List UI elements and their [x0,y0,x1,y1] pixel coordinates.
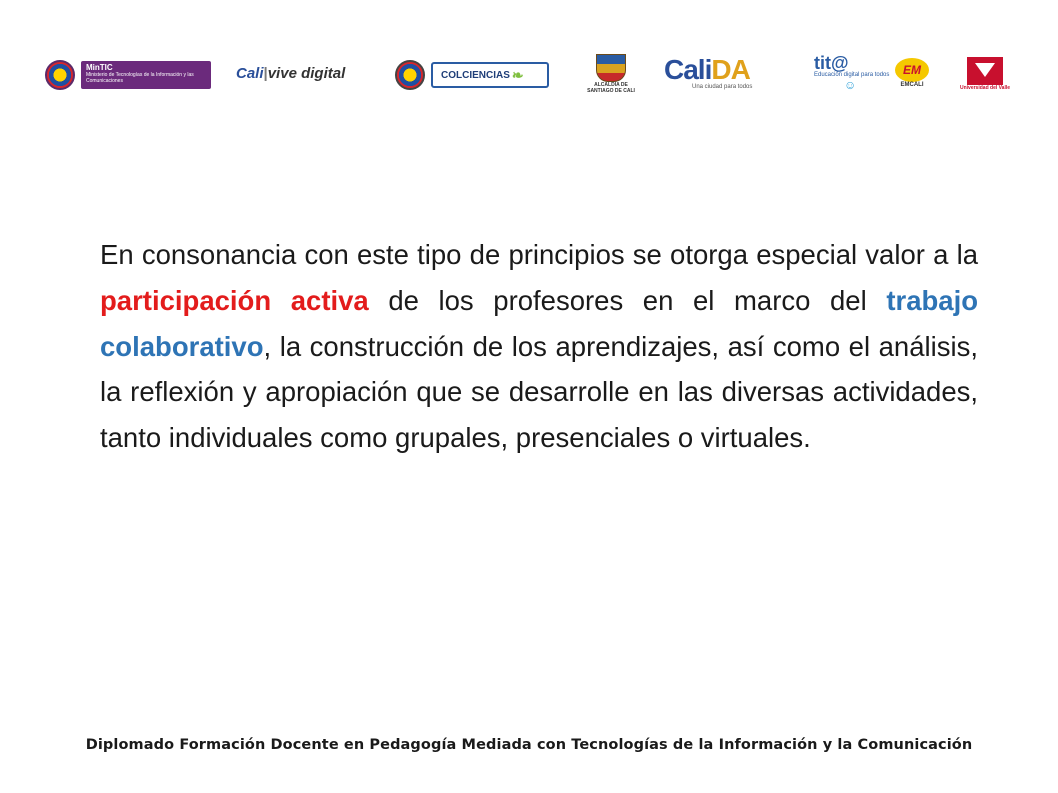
calivive-part2: vive digital [267,65,346,82]
emcali-mark-icon: EM [895,58,929,82]
calivive-part1: Cali [236,65,264,82]
colombia-seal-icon [395,60,425,90]
calida-wordmark [664,56,750,84]
tita-logo [814,53,890,92]
paragraph-part3: , la construcción de los aprendizajes, así como el análisis, la reflexión y apropiación que se desarrolle en las diversas actividades, tanto individuales como grupales, presenciales o virtuales. [100,330,978,454]
colciencias-box [431,62,549,88]
smile-icon: ☺ [844,78,857,92]
paragraph-part1: En consonancia con este tipo de principios se otorga especial valor a la [100,239,978,270]
alcaldia-logo [584,54,638,96]
logo-bar [0,50,1058,100]
mintic-logo [45,60,213,90]
univalle-mark-icon [967,57,1003,85]
mintic-title: MinTIC [86,63,113,72]
highlight-trabajo: trabajo colaborativo [100,284,979,362]
calida-part2: DA [711,54,750,85]
calivive-logo [236,65,345,82]
calivive-separator: | [263,65,268,82]
paragraph-part2: de los profesores en el marco del [368,284,887,316]
calida-logo [664,56,752,90]
univalle-label: Universidad del Valle [960,85,1011,91]
colombia-seal-icon [45,60,75,90]
alcaldia-label: ALCALDÍA DE SANTIAGO DE CALI [587,82,635,94]
emcali-logo [895,58,929,88]
highlight-participacion: participación activa [100,284,369,316]
cali-shield-icon [596,54,626,82]
colciencias-logo [395,59,549,91]
swoosh-icon: ❧ [511,66,524,83]
tita-subtitle: Educación digital para todos [814,72,890,78]
univalle-logo [960,57,1010,91]
calida-part1: Cali [664,54,712,85]
emcali-label: EMCALI [900,82,924,88]
main-paragraph [100,232,978,461]
mintic-box [81,61,211,89]
colciencias-label: COLCIENCIAS [441,69,510,81]
calida-tagline: Una ciudad para todos [692,84,753,90]
footer-caption: Diplomado Formación Docente en Pedagogía Mediada con Tecnologías de la Información y la Comunicación [85,737,973,753]
mintic-subtitle: Ministerio de Tecnologías de la Información y las Comunicaciones [86,72,194,84]
tita-wordmark: tit@ [814,53,849,73]
